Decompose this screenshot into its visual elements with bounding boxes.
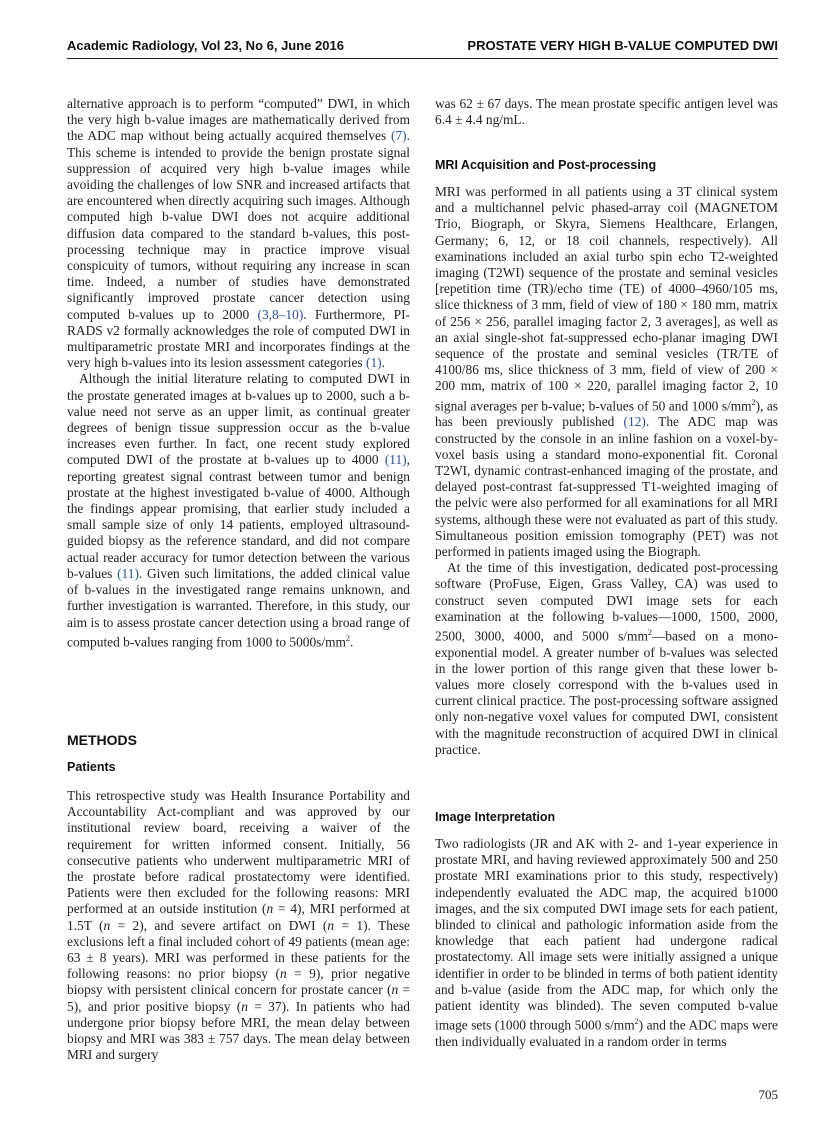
methods-heading: METHODS (67, 732, 137, 748)
image-interpretation-heading: Image Interpretation (435, 810, 556, 824)
intro-paragraph-1: alternative approach is to perform “computed” DWI, in which the very high b-value images are mathematically derived from the ADC map without being actually acquired themselves (7). This scheme is intended to provide the benign prostate signal suppression of acquired very high b-value images while avoiding the challenges of low SNR and increased artifacts that are encountered when directly acquiring such images. Although computed high b-value DWI does not acquire additional diffusion data compared to the standard b-values, this post-processing technique may in practice improve visual conspicuity of tumors, without requiring any increase in scan time. Indeed, a number of studies have demonstrated significantly improved prostate cancer detection using computed b-values up to 2000 (3,8–10). Furthermore, PI-RADS v2 formally acknowledges the role of computed DWI in multiparametric prostate MRI and incorporates findings at the very high b-values into its lesion assessment categories (1). (67, 96, 410, 371)
reference-link[interactable]: (7) (391, 128, 407, 144)
patients-heading: Patients (67, 760, 116, 774)
patients-block (67, 788, 410, 1063)
header-rule (67, 58, 778, 59)
patients-paragraph: This retrospective study was Health Insurance Portability and Accountability Act-compliant and was approved by our institutional review board, receiving a waiver of the requirement for written informed consent. Initially, 56 consecutive patients who underwent multiparametric MRI of the prostate before radical prostatectomy were identified. Patients were then excluded for the following reasons: MRI performed at an outside institution (n = 4), MRI performed at 1.5T (n = 2), and severe artifact on DWI (n = 1). These exclusions left a final included cohort of 49 patients (mean age: 63 ± 8 years). MRI was performed in these patients for the following reasons: no prior biopsy (n = 9), prior negative biopsy with persistent clinical concern for prostate cancer (n = 5), and prior positive biopsy (n = 37). In patients who had undergone prior biopsy before MRI, the mean delay between biopsy and MRI was 383 ± 757 days. The mean delay between MRI and surgery (67, 788, 410, 1063)
intro-paragraph-2: Although the initial literature relating to computed DWI in the prostate generated images at b-values up to 2000, such a b-value need not serve as an upper limit, as continual greater degrees of benign tissue suppression occur as the b-value increases even further. In fact, one recent study explored computed DWI of the prostate at b-values up to 4000 (11), reporting greatest signal contrast between tumor and benign prostate at the highest investigated b-value of 4000. Although the findings appear promising, that earlier study included a small sample size of only 14 patients, employed ultrasound-guided biopsy as the reference standard, and did not compare actual reader accuracy for tumor detection between the various b-values (11). Given such limitations, the added clinical value of b-values in the investigated range remains unknown, and further investigation is warranted. Therefore, in this study, our aim is to assess prostate cancer detection using a broad range of computed b-values ranging from 1000 to $5000s/mm^2$. (67, 371, 410, 650)
mri-acquisition-heading: MRI Acquisition and Post-processing (435, 158, 657, 172)
reference-link[interactable]: (3,8–10) (257, 306, 304, 322)
mri-block (435, 184, 778, 758)
interpretation-paragraph: Two radiologists (JR and AK with 2- and 1-year experience in prostate MRI, and having reviewed approximately 500 and 250 prostate MRI examinations prior to this study, respectively) independently evaluated the ADC map, the acquired b1000 images, and the six computed DWI image sets for each patient, blinded to clinical and pathologic information aside from the knowledge that each patient had undergone radical prostatectomy. All image sets were initially assigned a unique identifier in order to be blinded in terms of both patient identity and b-value (aside from the ADC map, for which only the patient identity was blinded). The seven computed b-value image sets (1000 through 5000 $s/mm^2$) and the ADC maps were then individually evaluated in a random order in terms (435, 836, 778, 1049)
reference-link[interactable]: (11) (384, 452, 407, 468)
mri-paragraph-2: At the time of this investigation, dedicated post-processing software (ProFuse, Eigen, Grass Valley, CA) was used to construct seven computed DWI image sets for each examination at the following b-values—1000, 1500, 2000, 2500, 3000, 4000, and 5000 $s/mm^2—based$ on a mono-exponential model. A greater number of b-values was selected in the lower portion of this range given that these lower b-values more closely correspond with the b-values used in current clinical practice. The post-processing software assigned only non-negative voxel values for computed DWI, consistent with the magnitude reconstruction of acquired DWI in clinical practice. (435, 560, 778, 757)
journal-citation: Academic Radiology, Vol 23, No 6, June 2016 (67, 38, 344, 53)
interpretation-block (435, 836, 778, 1050)
mri-paragraph-1: MRI was performed in all patients using a 3T clinical system and a multichannel pelvic phased-array coil (MAGNETOM Trio, Biograph, or Skyra, Siemens Healthcare, Erlangen, Germany; 6, 12, or 18 coil channels, respectively). All examinations included an axial turbo spin echo T2-weighted imaging (T2WI) sequence of the prostate and seminal vesicles [repetition time (TR)/echo time (TE) of 4000–4960/105 ms, slice thickness of 3 mm, field of view of 180 × 180 mm, matrix of 256 × 256, parallel imaging factor 2, 3 averages], as well as an axial single-shot fat-suppressed echo-planar imaging DWI sequence of the prostate and seminal vesicles (TR/TE of 4100/86 ms, slice thickness of 3 mm, field of view of 200 × 200 mm, matrix of 100 × 220, parallel imaging factor 2, 10 signal averages per b-value; b-values of 50 and 1000 $s/mm^2$), as has been previously published (12). The ADC map was constructed by the console in an inline fashion on a voxel-by-voxel basis using a standard mono-exponential fit. Coronal T2WI, dynamic contrast-enhanced imaging of the prostate, and delayed post-contrast fat-suppressed T1-weighted imaging of the pelvic were also performed for all examinations for all MRI systems, although these were not evaluated as part of this study. Simultaneous position emission tomography (PET) was not performed in patients imaged using the Biograph. (435, 184, 778, 559)
left-intro-block (67, 96, 410, 650)
right-continuation-block (435, 96, 778, 128)
reference-link[interactable]: (12) (623, 414, 646, 430)
page-number: 705 (758, 1087, 778, 1102)
continuation-paragraph: was 62 ± 67 days. The mean prostate specific antigen level was 6.4 ± 4.4 ng/mL. (435, 96, 778, 128)
reference-link[interactable]: (1) (366, 355, 382, 371)
reference-link[interactable]: (11) (117, 565, 139, 581)
running-title: PROSTATE VERY HIGH B-VALUE COMPUTED DWI (467, 38, 778, 53)
